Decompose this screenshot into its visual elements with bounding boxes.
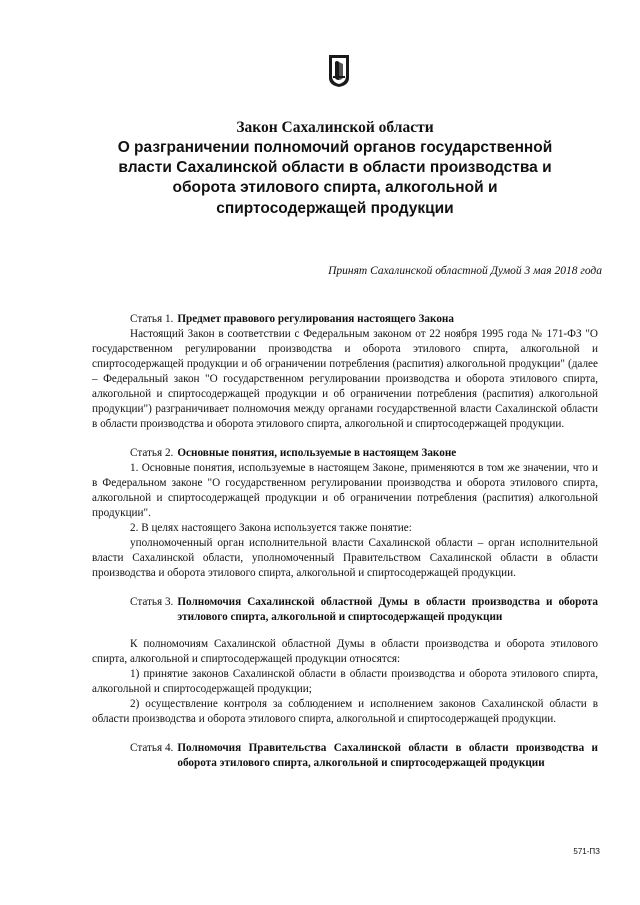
- document-code: 571-ПЗ: [573, 847, 600, 856]
- law-title: [100, 118, 570, 219]
- article-2-paragraph-3: уполномоченный орган исполнительной власти Сахалинской области – орган исполнительной власти Сахалинской области, уполномоченный Правительством Сахалинской области в области производства и оборота этилового спирта, алкогольной и спиртосодержащей продукции.: [92, 537, 598, 579]
- sakhalin-coat-of-arms-icon: [328, 54, 350, 88]
- article-4-heading: [92, 741, 598, 771]
- article-3-paragraph-3: 2) осуществление контроля за соблюдением и исполнением законов Сахалинской области в области производства и оборота этилового спирта, алкогольной и спиртосодержащей продукции.: [92, 698, 598, 725]
- article-3-title: Полномочия Сахалинской областной Думы в области производства и оборота этилового спирта, алкогольной и спиртосодержащей продукции: [177, 596, 598, 623]
- article-3: [92, 595, 598, 727]
- article-3-heading: [92, 595, 598, 625]
- article-4-title: Полномочия Правительства Сахалинской области в области производства и оборота этилового спирта, алкогольной и спиртосодержащей продукции: [177, 742, 598, 769]
- article-2-paragraph-2: 2. В целях настоящего Закона используется также понятие:: [130, 522, 412, 534]
- law-title-region: Закон Сахалинской области: [236, 119, 434, 136]
- article-2-paragraph-1: 1. Основные понятия, используемые в настоящем Законе, применяются в том же значении, что и в Федеральном законе "О государственном регулировании производства и оборота этилового спирта, алкогольной и спиртосодержащей продукции и об ограничении потребления (распития) алкогольной продукции".: [92, 462, 598, 519]
- article-1: [92, 312, 598, 432]
- article-1-title: Предмет правового регулирования настоящего Закона: [177, 313, 454, 325]
- law-body: [92, 312, 598, 771]
- article-4-label: Статья 4.: [130, 742, 174, 754]
- law-title-subject: О разграничении полномочий органов государственной власти Сахалинской области в области производства и оборота этилового спирта, алкогольной и спиртосодержащей продукции: [117, 139, 553, 217]
- article-2-heading: [92, 446, 598, 461]
- article-3-paragraph-2: 1) принятие законов Сахалинской области в области производства и оборота этилового спирта, алкогольной и спиртосодержащей продукции;: [92, 668, 598, 695]
- article-2-title: Основные понятия, используемые в настоящем Законе: [177, 447, 457, 459]
- adoption-note: Принят Сахалинской областной Думой 3 мая 2018 года: [328, 265, 602, 277]
- article-4: [92, 741, 598, 771]
- article-1-heading: [92, 312, 598, 327]
- article-1-paragraph: Настоящий Закон в соответствии с Федеральным законом от 22 ноября 1995 года № 171-ФЗ "О государственном регулировании производства и оборота этилового спирта, алкогольной и спиртосодержащей продукции и об ограничении потребления (распития) алкогольной продукции" (далее – Федеральный закон "О государственном регулировании производства и оборота этилового спирта, алкогольной и спиртосодержащей продукции и об ограничении потребления (распития) алкогольной продукции") разграничивает полномочия между органами государственной власти Сахалинской области в области производства и оборота этилового спирта, алкогольной и спиртосодержащей продукции.: [92, 328, 598, 430]
- article-3-label: Статья 3.: [130, 596, 174, 608]
- article-2-label: Статья 2.: [130, 447, 174, 459]
- article-3-paragraph-1: К полномочиям Сахалинской областной Думы в области производства и оборота этилового спирта, алкогольной и спиртосодержащей продукции относятся:: [92, 638, 598, 665]
- article-1-label: Статья 1.: [130, 313, 174, 325]
- article-2: [92, 446, 598, 581]
